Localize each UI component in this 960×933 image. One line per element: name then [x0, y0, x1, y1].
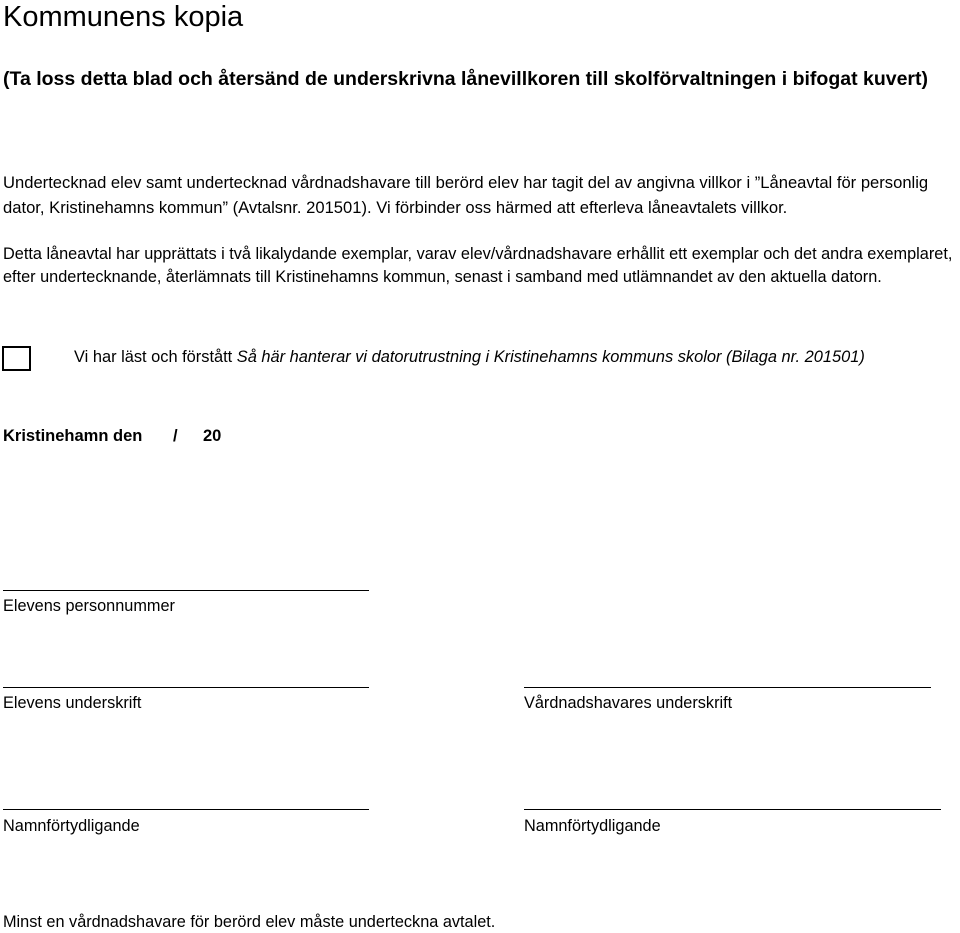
student-name-clarification-label: Namnförtydligande: [3, 817, 140, 835]
page-title: Kommunens kopia: [3, 1, 244, 33]
place-date-line: [3, 424, 222, 448]
read-understood-checkbox[interactable]: [2, 346, 31, 371]
guardian-signature-label: Vårdnadshavares underskrift: [524, 694, 733, 712]
checkbox-label-document-title: Så här hanterar vi datorutrustning i Kristinehamns kommuns skolor (Bilaga nr. 201501): [236, 348, 865, 366]
student-signature-line[interactable]: [3, 687, 369, 688]
agreement-paragraph: Undertecknad elev samt undertecknad vårdnadshavare till berörd elev har tagit del av angivna villkor i ”Låneavtal för personlig dator, Kristinehamns kommun” (Avtalsnr. 201501). Vi förbinder oss härmed att efterleva låneavtalets villkor.: [3, 173, 929, 217]
student-signature-label: Elevens underskrift: [3, 694, 142, 712]
student-name-clarification-line[interactable]: [3, 809, 369, 810]
footer-note: Minst en vårdnadshavare för berörd elev måste underteckna avtalet.: [3, 913, 496, 931]
personnummer-line[interactable]: [3, 590, 369, 591]
checkbox-label: [74, 345, 865, 369]
checkbox-label-prefix: Vi har läst och förstått: [74, 348, 237, 366]
place-label: Kristinehamn den: [3, 427, 143, 445]
date-separator: /: [173, 427, 178, 445]
instruction-subtitle: (Ta loss detta blad och återsänd de underskrivna lånevillkoren till skolförvaltningen i bifogat kuvert): [3, 68, 929, 90]
guardian-name-clarification-line[interactable]: [524, 809, 941, 810]
guardian-signature-line[interactable]: [524, 687, 931, 688]
copies-paragraph: Detta låneavtal har upprättats i två likalydande exemplar, varav elev/vårdnadshavare erhållit ett exemplar och det andra exemplaret, efter undertecknande, återlämnats till Kristinehamns kommun, senast i samband med utlämnandet av den aktuella datorn.: [3, 245, 953, 286]
guardian-name-clarification-label: Namnförtydligande: [524, 817, 661, 835]
year-prefix: 20: [203, 427, 222, 445]
personnummer-label: Elevens personnummer: [3, 597, 175, 615]
